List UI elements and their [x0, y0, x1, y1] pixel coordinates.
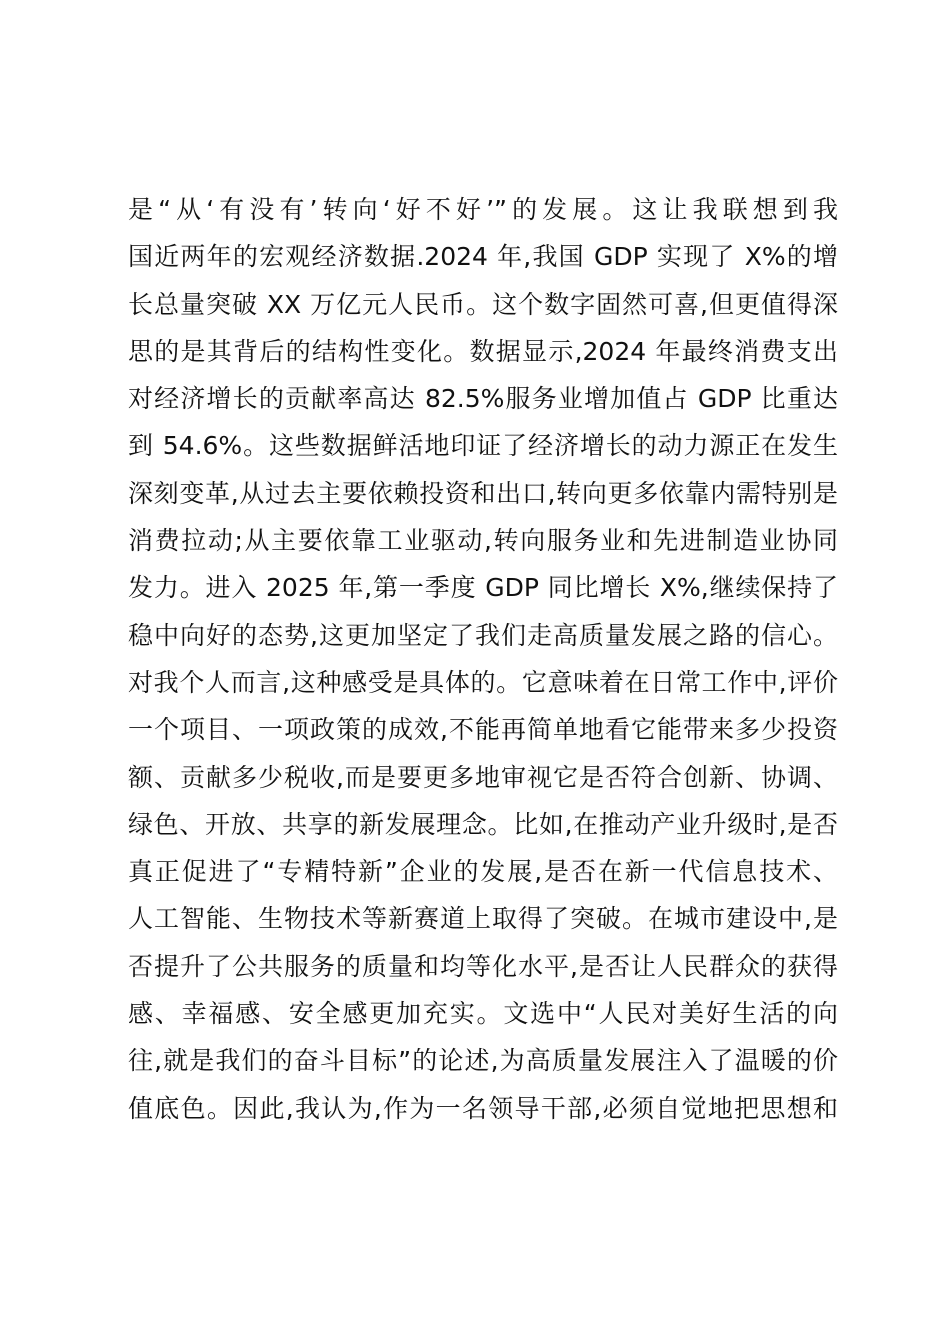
body-text: [128, 186, 838, 1132]
text-line-2: 国近两年的宏观经济数据.2024 年,我国 GDP 实现了 X%的增: [128, 242, 838, 272]
text-line-19: 往,就是我们的奋斗目标”的论述,为高质量发展注入了温暖的价: [128, 1046, 838, 1076]
text-line-6: 到 54.6%。这些数据鲜活地印证了经济增长的动力源正在发生: [128, 431, 838, 461]
text-line-20: 值底色。因此,我认为,作为一名领导干部,必须自觉地把思想和: [128, 1093, 838, 1123]
text-line-1: 是“从‘有没有’转向‘好不好’”的发展。这让我联想到我: [128, 195, 838, 224]
text-line-3: 长总量突破 XX 万亿元人民币。这个数字固然可喜,但更值得深: [128, 289, 838, 319]
text-line-13: 额、贡献多少税收,而是要更多地审视它是否符合创新、协调、: [128, 762, 838, 792]
text-line-17: 否提升了公共服务的质量和均等化水平,是否让人民群众的获得: [128, 951, 838, 981]
text-line-8: 消费拉动;从主要依靠工业驱动,转向服务业和先进制造业协同: [128, 526, 838, 556]
text-line-12: 一个项目、一项政策的成效,不能再简单地看它能带来多少投资: [128, 715, 838, 745]
text-line-15: 真正促进了“专精特新”企业的发展,是否在新一代信息技术、: [128, 857, 838, 887]
text-line-10: 稳中向好的态势,这更加坚定了我们走高质量发展之路的信心。: [128, 620, 838, 650]
text-line-11: 对我个人而言,这种感受是具体的。它意味着在日常工作中,评价: [128, 667, 838, 697]
text-line-5: 对经济增长的贡献率高达 82.5%服务业增加值占 GDP 比重达: [128, 384, 838, 414]
text-line-18: 感、幸福感、安全感更加充实。文选中“人民对美好生活的向: [128, 999, 838, 1029]
text-line-14: 绿色、开放、共享的新发展理念。比如,在推动产业升级时,是否: [128, 809, 838, 839]
text-line-4: 思的是其背后的结构性变化。数据显示,2024 年最终消费支出: [128, 336, 838, 366]
text-line-16: 人工智能、生物技术等新赛道上取得了突破。在城市建设中,是: [128, 904, 838, 934]
text-line-7: 深刻变革,从过去主要依赖投资和出口,转向更多依靠内需特别是: [128, 478, 838, 508]
text-line-9: 发力。进入 2025 年,第一季度 GDP 同比增长 X%,继续保持了: [128, 573, 838, 603]
